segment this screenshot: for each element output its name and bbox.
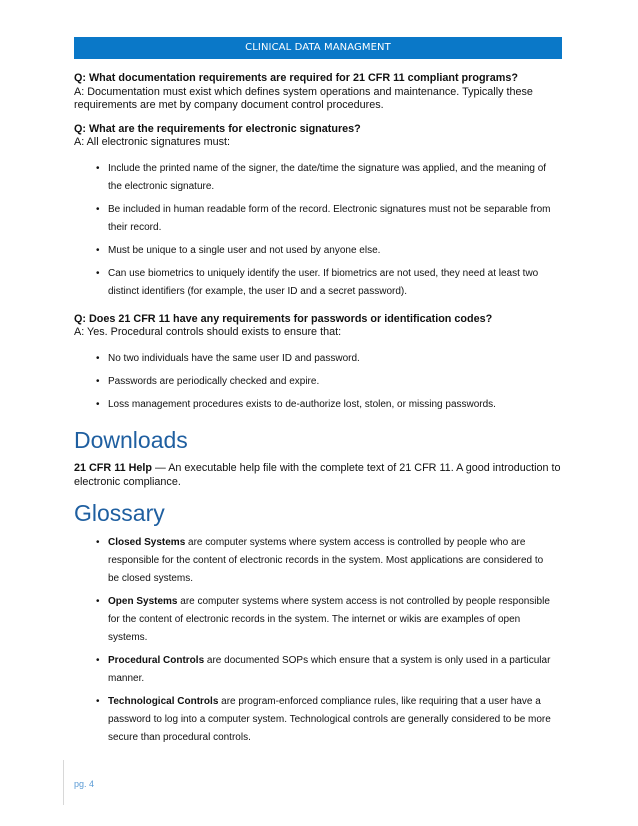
bullet-icon: • — [96, 654, 100, 666]
glossary-definition: are program-enforced compliance rules, like requiring that a user have a password to log into a computer system. Technological controls are generally considered to be more secure than procedural controls. — [108, 695, 551, 743]
glossary-definition: are documented SOPs which ensure that a system is only used in a particular manner. — [108, 654, 551, 684]
qa-block — [74, 72, 562, 113]
list-item: • Can use biometrics to uniquely identify the user. If biometrics are not used, they need at least two distinct identifiers (for example, the user ID and a secret password). — [108, 265, 562, 301]
bullet-icon: • — [96, 375, 100, 387]
answer: A: Yes. Procedural controls should exists to ensure that: — [74, 326, 342, 338]
bullet-icon: • — [96, 595, 100, 607]
download-description: — An executable help file with the complete text of 21 CFR 11. A good introduction to electronic compliance. — [74, 461, 561, 488]
header-banner: CLINICAL DATA MANAGMENT — [74, 37, 562, 59]
glossary-item — [96, 593, 562, 647]
list-item: • No two individuals have the same user ID and password. — [108, 350, 562, 368]
list-item: • Loss management procedures exists to de-authorize lost, stolen, or missing passwords. — [108, 396, 562, 414]
qa-block — [74, 313, 562, 340]
download-link[interactable]: 21 CFR 11 Help — [74, 461, 153, 474]
bullet-icon: • — [96, 162, 100, 174]
glossary-definition: are computer systems where system access is not controlled by people responsible for the content of electronic records in the system. The internet or wikis are examples of open systems. — [108, 595, 550, 643]
glossary-term: Closed Systems — [108, 536, 186, 548]
list-item: • Include the printed name of the signer, the date/time the signature was applied, and the meaning of the electronic signature. — [108, 160, 562, 196]
qa-block — [74, 123, 562, 150]
page-content — [74, 72, 562, 759]
list-item: • Passwords are periodically checked and expire. — [108, 373, 562, 391]
glossary-definition: are computer systems where system access is controlled by people who are responsible for the content of electronic records in the system. Most applications are considered to be closed systems. — [108, 536, 544, 584]
question: Q: What are the requirements for electronic signatures? — [74, 122, 361, 135]
glossary-item — [96, 534, 562, 588]
answer: A: Documentation must exist which defines system operations and maintenance. Typically these requirements are met by company document control procedures. — [74, 85, 533, 111]
bullet-icon: • — [96, 203, 100, 215]
glossary-item — [96, 693, 562, 747]
glossary-item — [96, 652, 562, 688]
bullet-list — [74, 350, 562, 414]
download-item — [74, 461, 562, 489]
bullet-icon: • — [96, 244, 100, 256]
footer-divider — [63, 760, 64, 805]
bullet-icon: • — [96, 536, 100, 548]
glossary-term: Procedural Controls — [108, 654, 205, 666]
bullet-list — [74, 160, 562, 301]
list-item: • Be included in human readable form of the record. Electronic signatures must not be separable from their record. — [108, 201, 562, 237]
answer: A: All electronic signatures must: — [74, 136, 231, 148]
glossary-list — [74, 534, 562, 747]
question: Q: What documentation requirements are required for 21 CFR 11 compliant programs? — [74, 72, 518, 84]
bullet-icon: • — [96, 352, 100, 364]
glossary-term: Open Systems — [108, 595, 178, 607]
list-item: • Must be unique to a single user and not used by anyone else. — [108, 242, 562, 260]
question: Q: Does 21 CFR 11 have any requirements for passwords or identification codes? — [74, 312, 493, 325]
bullet-icon: • — [96, 398, 100, 410]
downloads-heading: Downloads — [74, 426, 188, 453]
bullet-icon: • — [96, 695, 100, 707]
glossary-heading: Glossary — [74, 499, 165, 526]
page-number: pg. 4 — [74, 779, 95, 789]
bullet-icon: • — [96, 267, 100, 279]
glossary-term: Technological Controls — [108, 695, 219, 707]
